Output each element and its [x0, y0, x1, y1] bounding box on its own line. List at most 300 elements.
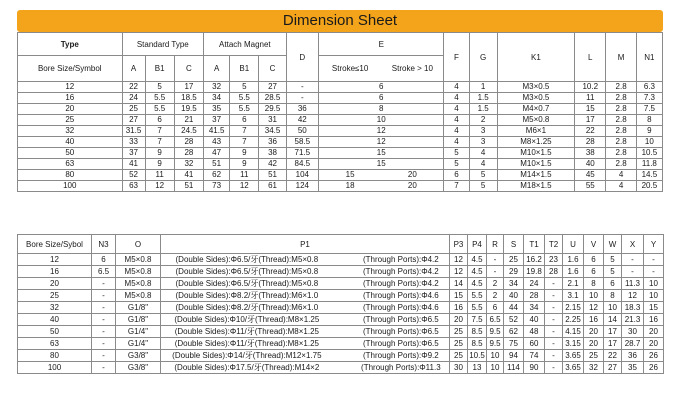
s-cell: 94 — [504, 350, 524, 362]
u-cell: 3.15 — [563, 338, 584, 350]
p3-cell: 12 — [450, 254, 468, 266]
p1-cell — [161, 254, 450, 266]
e-cell — [319, 170, 444, 181]
e-stroke-le10: Stroke≤10 — [331, 64, 369, 73]
mc-cell: 31 — [259, 115, 286, 126]
std-b1-header: B1 — [145, 56, 174, 82]
s-cell: 29 — [504, 266, 524, 278]
o-cell: G1/4" — [116, 338, 161, 350]
n3-cell: 6.5 — [92, 266, 116, 278]
w-cell: 14 — [604, 314, 622, 326]
y-cell: 10 — [644, 278, 664, 290]
r-cell: 10 — [487, 362, 504, 374]
s-header: S — [504, 235, 524, 254]
ma-cell: 35 — [204, 104, 230, 115]
m-cell: 2.8 — [606, 126, 636, 137]
p1-double-sides: (Double Sides):Φ6.5/牙(Thread):M5×0.8 — [175, 279, 319, 288]
o-cell: G3/8" — [116, 350, 161, 362]
ma-cell: 73 — [204, 181, 230, 192]
n1-cell: 7.5 — [636, 104, 662, 115]
n1-cell: 10 — [636, 137, 662, 148]
t2-cell: - — [545, 278, 563, 290]
o-cell: G1/8" — [116, 314, 161, 326]
p1-through-ports: (Through Ports):Φ4.2 — [362, 255, 439, 264]
mb1-cell: 5.5 — [230, 93, 259, 104]
sa-cell: 33 — [122, 137, 145, 148]
sb1-cell: 5.5 — [145, 93, 174, 104]
sb1-cell: 6 — [145, 115, 174, 126]
sc-cell: 32 — [174, 159, 203, 170]
n1-header: N1 — [636, 33, 662, 82]
mc-cell: 61 — [259, 181, 286, 192]
f-cell: 4 — [444, 104, 469, 115]
r-cell: 9.5 — [487, 338, 504, 350]
d-cell: 84.5 — [286, 159, 318, 170]
sc-cell: 51 — [174, 181, 203, 192]
y-cell: 26 — [644, 350, 664, 362]
bore-sybol-cell: 32 — [18, 302, 92, 314]
g-cell: 4 — [469, 148, 497, 159]
bore-size-header: Bore Size/Symbol — [18, 56, 123, 82]
k1-cell: M10×1.5 — [497, 148, 574, 159]
mc-cell: 27 — [259, 82, 286, 93]
table-row — [18, 159, 663, 170]
t2-cell: - — [545, 362, 563, 374]
mb1-cell: 11 — [230, 170, 259, 181]
o-cell: M5×0.8 — [116, 290, 161, 302]
v-cell: 20 — [584, 338, 604, 350]
g-cell: 4 — [469, 159, 497, 170]
v-cell: 16 — [584, 314, 604, 326]
p1-double-sides: (Double Sides):Φ17.5/牙(Thread):M14×2 — [174, 363, 320, 372]
m-cell: 2.8 — [606, 137, 636, 148]
table-row — [18, 148, 663, 159]
p4-header: P4 — [468, 235, 487, 254]
m-cell: 4 — [606, 181, 636, 192]
y-cell: 26 — [644, 362, 664, 374]
ma-cell: 43 — [204, 137, 230, 148]
k1-cell: M4×0.7 — [497, 104, 574, 115]
bore-size-cell: 100 — [18, 181, 123, 192]
f-cell: 4 — [444, 82, 469, 93]
mb1-cell: 9 — [230, 159, 259, 170]
standard-type-header: Standard Type — [122, 33, 204, 56]
m-cell: 2.8 — [606, 104, 636, 115]
p1-double-sides: (Double Sides):Φ6.5/牙(Thread):M5×0.8 — [175, 267, 319, 276]
n1-cell: 6.3 — [636, 82, 662, 93]
u-cell: 1.6 — [563, 254, 584, 266]
w-cell: 5 — [604, 254, 622, 266]
m-cell: 2.8 — [606, 82, 636, 93]
m-cell: 2.8 — [606, 115, 636, 126]
table-row — [18, 126, 663, 137]
bore-sybol-cell: 12 — [18, 254, 92, 266]
e-cell: 15 — [319, 148, 444, 159]
e-gt-value: 20 — [407, 181, 417, 190]
t2-header: T2 — [545, 235, 563, 254]
p1-cell — [161, 302, 450, 314]
p1-cell — [161, 314, 450, 326]
e-cell: 12 — [319, 126, 444, 137]
table-row — [18, 302, 664, 314]
t1-cell: 24 — [524, 278, 545, 290]
m-cell: 4 — [606, 170, 636, 181]
mag-c-header: C — [259, 56, 286, 82]
u-cell: 4.15 — [563, 326, 584, 338]
mc-cell: 42 — [259, 159, 286, 170]
x-cell: - — [622, 254, 644, 266]
d-cell: 42 — [286, 115, 318, 126]
n1-cell: 11.8 — [636, 159, 662, 170]
ma-cell: 37 — [204, 115, 230, 126]
bore-size-cell: 32 — [18, 126, 123, 137]
g-cell: 3 — [469, 137, 497, 148]
p1-cell — [161, 266, 450, 278]
t1-header: T1 — [524, 235, 545, 254]
t2-cell: - — [545, 350, 563, 362]
x-cell: 11.3 — [622, 278, 644, 290]
w-cell: 27 — [604, 362, 622, 374]
bore-sybol-cell: 63 — [18, 338, 92, 350]
u-cell: 3.65 — [563, 350, 584, 362]
t2-cell: 28 — [545, 266, 563, 278]
mb1-cell: 12 — [230, 181, 259, 192]
type-header: Type — [18, 33, 123, 56]
mag-a-header: A — [204, 56, 230, 82]
o-header: O — [116, 235, 161, 254]
s-cell: 40 — [504, 290, 524, 302]
sb1-cell: 5.5 — [145, 104, 174, 115]
f-cell: 4 — [444, 115, 469, 126]
p4-cell: 10.5 — [469, 351, 485, 360]
f-cell: 5 — [444, 148, 469, 159]
e-cell: 15 — [319, 159, 444, 170]
bore-size-cell: 50 — [18, 148, 123, 159]
p4-cell: 5.5 — [468, 290, 487, 302]
bore-size-cell: 80 — [18, 170, 123, 181]
p4-cell: 7.5 — [468, 314, 487, 326]
t1-cell: 34 — [524, 302, 545, 314]
p3-cell: 25 — [450, 350, 468, 362]
mc-cell: 51 — [259, 170, 286, 181]
k1-cell: M5×0.8 — [497, 115, 574, 126]
bore-sybol-header: Bore Size/Sybol — [18, 235, 92, 254]
dimension-table-1 — [17, 32, 663, 192]
sa-cell: 52 — [122, 170, 145, 181]
w-cell: 6 — [604, 278, 622, 290]
n3-cell: - — [92, 302, 116, 314]
table-row — [18, 350, 664, 362]
t2-cell: - — [545, 338, 563, 350]
p3-cell: 30 — [450, 362, 468, 374]
p1-double-sides: (Double Sides):Φ8.2/牙(Thread):M6×1.0 — [175, 291, 319, 300]
table-row — [18, 362, 664, 374]
n1-cell: 9 — [636, 126, 662, 137]
d-header: D — [286, 33, 318, 82]
v-cell: 12 — [584, 302, 604, 314]
ma-cell: 62 — [204, 170, 230, 181]
e-gt-value: 20 — [407, 170, 417, 179]
n1-cell: 8 — [636, 115, 662, 126]
w-cell: 5 — [604, 266, 622, 278]
f-cell: 5 — [444, 159, 469, 170]
std-a-header: A — [122, 56, 145, 82]
e-cell: 6 — [319, 82, 444, 93]
k1-cell: M18×1.5 — [497, 181, 574, 192]
table-row — [18, 290, 664, 302]
p3-cell: 25 — [450, 326, 468, 338]
o-cell: M5×0.8 — [116, 254, 161, 266]
n1-cell: 14.5 — [636, 170, 662, 181]
sc-cell: 24.5 — [174, 126, 203, 137]
t1-cell: 28 — [524, 290, 545, 302]
y-cell: 20 — [644, 326, 664, 338]
t1-cell: 19.8 — [524, 266, 545, 278]
g-cell: 1 — [469, 82, 497, 93]
l-cell: 22 — [575, 126, 606, 137]
r-cell: 2 — [487, 290, 504, 302]
n3-cell: 6 — [92, 254, 116, 266]
y-cell: 16 — [644, 314, 664, 326]
table-row — [18, 170, 663, 181]
p4-cell: 8.5 — [468, 338, 487, 350]
l-cell: 15 — [575, 104, 606, 115]
sa-cell: 22 — [122, 82, 145, 93]
n3-header: N3 — [92, 235, 116, 254]
bore-sybol-cell: 100 — [18, 362, 92, 374]
u-cell: 2.1 — [563, 278, 584, 290]
p3-cell: 14 — [450, 278, 468, 290]
x-header: X — [622, 235, 644, 254]
bore-size-cell: 25 — [18, 115, 123, 126]
mc-cell: 36 — [259, 137, 286, 148]
u-cell: 2.25 — [563, 314, 584, 326]
p4-cell: 8.5 — [468, 326, 487, 338]
e-cell: 10 — [319, 115, 444, 126]
p1-cell — [161, 338, 450, 350]
x-cell: 28.7 — [622, 338, 644, 350]
u-cell: 3.65 — [563, 362, 584, 374]
table-row — [18, 314, 664, 326]
y-cell: - — [644, 254, 664, 266]
e-le-value: 18 — [345, 181, 355, 190]
sc-cell: 28 — [174, 137, 203, 148]
bore-sybol-cell: 80 — [18, 350, 92, 362]
sa-cell: 41 — [122, 159, 145, 170]
k1-cell: M6×1 — [497, 126, 574, 137]
e-le-value: 15 — [345, 170, 355, 179]
n3-cell: - — [92, 362, 116, 374]
g-cell: 1.5 — [469, 104, 497, 115]
mc-cell: 34.5 — [259, 126, 286, 137]
s-cell: 34 — [504, 278, 524, 290]
p4-cell: 4.5 — [468, 266, 487, 278]
table-row — [18, 326, 664, 338]
v-cell: 20 — [584, 326, 604, 338]
l-cell: 28 — [575, 137, 606, 148]
t1-cell: 40 — [524, 314, 545, 326]
table-row — [18, 278, 664, 290]
r-cell: 9.5 — [487, 326, 504, 338]
p1-double-sides: (Double Sides):Φ11/牙(Thread):M8×1.25 — [174, 339, 319, 348]
m-cell: 2.8 — [606, 159, 636, 170]
f-cell: 6 — [444, 170, 469, 181]
bore-sybol-cell: 16 — [18, 266, 92, 278]
k1-cell: M3×0.5 — [497, 82, 574, 93]
mb1-cell: 7 — [230, 126, 259, 137]
mc-cell: 28.5 — [259, 93, 286, 104]
sc-cell: 41 — [174, 170, 203, 181]
s-cell: 44 — [504, 302, 524, 314]
t2-cell: - — [545, 326, 563, 338]
y-cell: 15 — [644, 302, 664, 314]
sc-cell: 19.5 — [174, 104, 203, 115]
k1-cell: M10×1.5 — [497, 159, 574, 170]
t1-cell: 48 — [524, 326, 545, 338]
n3-cell: - — [92, 290, 116, 302]
g-cell: 5 — [469, 170, 497, 181]
r-header: R — [487, 235, 504, 254]
x-cell: 21.3 — [622, 314, 644, 326]
k1-cell: M3×0.5 — [497, 93, 574, 104]
p1-double-sides: (Double Sides):Φ14/牙(Thread):M12×1.75 — [172, 351, 322, 360]
g-cell: 5 — [469, 181, 497, 192]
w-cell: 22 — [604, 350, 622, 362]
p1-through-ports: (Through Ports):Φ11.3 — [361, 363, 441, 372]
mb1-cell: 5.5 — [230, 104, 259, 115]
table-row — [18, 104, 663, 115]
s-cell: 62 — [504, 326, 524, 338]
m-header: M — [606, 33, 636, 82]
f-cell: 7 — [444, 181, 469, 192]
t2-cell: - — [545, 290, 563, 302]
p1-header: P1 — [161, 235, 450, 254]
p1-double-sides: (Double Sides):Φ10/牙(Thread):M8×1.25 — [174, 315, 320, 324]
r-cell: 6 — [487, 302, 504, 314]
p3-header: P3 — [450, 235, 468, 254]
p1-double-sides: (Double Sides):Φ8.2/牙(Thread):M6×1.0 — [175, 303, 319, 312]
f-cell: 4 — [444, 93, 469, 104]
w-cell: 8 — [604, 290, 622, 302]
ma-cell: 32 — [204, 82, 230, 93]
r-cell: 10 — [487, 350, 504, 362]
table-row — [18, 115, 663, 126]
p3-cell: 25 — [450, 338, 468, 350]
s-cell: 25 — [504, 254, 524, 266]
mb1-cell: 9 — [230, 148, 259, 159]
mb1-cell: 5 — [230, 82, 259, 93]
sc-cell: 17 — [174, 82, 203, 93]
r-cell: - — [487, 254, 504, 266]
y-header: Y — [644, 235, 664, 254]
sb1-cell: 7 — [145, 126, 174, 137]
o-cell: G3/8" — [116, 362, 161, 374]
ma-cell: 34 — [204, 93, 230, 104]
n3-cell: - — [92, 350, 116, 362]
u-cell: 1.6 — [563, 266, 584, 278]
bore-sybol-cell: 20 — [18, 278, 92, 290]
e-cell: 8 — [319, 104, 444, 115]
bore-sybol-cell: 25 — [18, 290, 92, 302]
d-cell: - — [286, 82, 318, 93]
bore-size-cell: 40 — [18, 137, 123, 148]
v-cell: 8 — [584, 278, 604, 290]
sheet-title: Dimension Sheet — [17, 10, 663, 32]
n1-cell: 7.3 — [636, 93, 662, 104]
bore-size-cell: 12 — [18, 82, 123, 93]
x-cell: 30 — [622, 326, 644, 338]
table-row — [18, 82, 663, 93]
t2-cell: - — [545, 314, 563, 326]
p1-cell — [161, 362, 450, 374]
t1-cell: 60 — [524, 338, 545, 350]
d-cell: 104 — [286, 170, 318, 181]
sa-cell: 37 — [122, 148, 145, 159]
u-header: U — [563, 235, 584, 254]
l-header: L — [575, 33, 606, 82]
w-header: W — [604, 235, 622, 254]
bore-size-cell: 63 — [18, 159, 123, 170]
s-cell: 75 — [504, 338, 524, 350]
g-cell: 1.5 — [469, 93, 497, 104]
p3-cell: 20 — [450, 314, 468, 326]
f-cell: 4 — [444, 126, 469, 137]
sb1-cell: 9 — [145, 159, 174, 170]
p1-through-ports: (Through Ports):Φ4.2 — [362, 279, 439, 288]
n3-cell: - — [92, 326, 116, 338]
attach-magnet-header: Attach Magnet — [204, 33, 287, 56]
sb1-cell: 5 — [145, 82, 174, 93]
p1-cell — [161, 326, 450, 338]
w-cell: 10 — [604, 302, 622, 314]
std-c-header: C — [174, 56, 203, 82]
x-cell: - — [622, 266, 644, 278]
l-cell: 38 — [575, 148, 606, 159]
p1-through-ports: (Through Ports):Φ4.6 — [362, 291, 439, 300]
v-cell: 32 — [584, 362, 604, 374]
e-cell: 12 — [319, 137, 444, 148]
u-cell: 2.15 — [563, 302, 584, 314]
d-cell: 50 — [286, 126, 318, 137]
t1-cell: 74 — [524, 350, 545, 362]
l-cell: 45 — [575, 170, 606, 181]
sa-cell: 27 — [122, 115, 145, 126]
ma-cell: 41.5 — [204, 126, 230, 137]
v-cell: 25 — [584, 350, 604, 362]
w-cell: 17 — [604, 338, 622, 350]
r-cell: 6.5 — [487, 314, 504, 326]
p3-cell: 15 — [450, 290, 468, 302]
sa-cell: 63 — [122, 181, 145, 192]
e-cell — [319, 181, 444, 192]
ma-cell: 51 — [204, 159, 230, 170]
f-cell: 4 — [444, 137, 469, 148]
n3-cell: - — [92, 338, 116, 350]
y-cell: 10 — [644, 290, 664, 302]
p1-cell — [161, 278, 450, 290]
f-header: F — [444, 33, 469, 82]
p1-through-ports: (Through Ports):Φ6.5 — [362, 327, 439, 336]
sb1-cell: 7 — [145, 137, 174, 148]
k1-cell: M8×1.25 — [497, 137, 574, 148]
table-row — [18, 181, 663, 192]
table-row — [18, 137, 663, 148]
d-cell: - — [286, 93, 318, 104]
n1-cell: 10.5 — [636, 148, 662, 159]
r-cell: 2 — [487, 278, 504, 290]
sb1-cell: 9 — [145, 148, 174, 159]
l-cell: 10.2 — [575, 82, 606, 93]
